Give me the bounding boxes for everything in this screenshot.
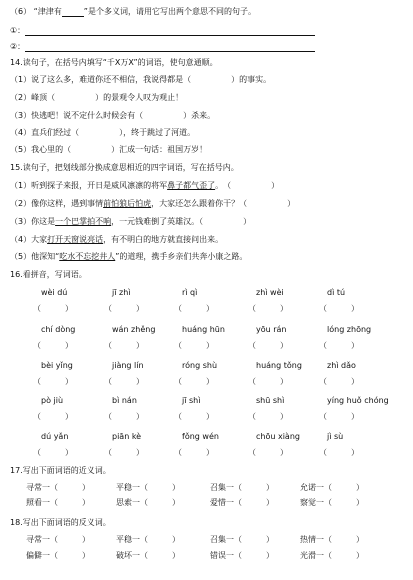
q16-answer-blank[interactable]: （ ） [104,377,144,386]
q16-answer-blank[interactable]: （ ） [104,304,144,313]
q15-item-4-pre: （4）大家 [10,235,48,244]
q16-pinyin: wán zhěng [112,325,156,334]
q6-answer-line-2[interactable] [25,42,315,52]
q14-item-1: （1）说了这么多，难道你还不相信，我说得都是（ ）的事实。 [10,75,272,84]
q16-title: 16.看拼音，写词语。 [10,270,87,279]
q15-item-2-pre: （2）像你这样，遇到事情 [10,199,104,208]
q18-word-item[interactable]: 平稳一（ ） [116,535,180,544]
q14-title: 14.读句子，在括号内填写“千X万X”的词语，使句意通顺。 [10,58,218,67]
q17-word-item[interactable]: 爱惜一（ ） [210,498,274,507]
q6-prompt [10,7,256,17]
q6-blank1-label: ①： [10,26,26,35]
q16-answer-blank[interactable]: （ ） [33,304,73,313]
q16-pinyin: lóng zhōng [327,325,372,334]
q17-word-item[interactable]: 平稳一（ ） [116,483,180,492]
q16-pinyin: shū shì [256,396,285,405]
q16-pinyin: zhì dǎo [327,361,356,370]
q16-pinyin: dú yǎn [41,432,69,441]
q14-item-5: （5）我心里的（ ）汇成一句话：祖国万岁！ [10,145,208,154]
q16-pinyin: huáng hūn [182,325,225,334]
q16-pinyin: zhì wèi [256,288,284,297]
q16-answer-blank[interactable]: （ ） [174,448,214,457]
q15-item-2-underlined: 前怕狼后怕虎 [103,199,152,208]
q16-answer-blank[interactable]: （ ） [33,412,73,421]
q15-item-3-pre: （3）你这是 [10,217,56,226]
q17-word-item[interactable]: 允诺一（ ） [300,483,364,492]
q15-item-4-underlined: 打开天窗说亮话 [47,235,104,244]
q18-word-item[interactable]: 偏僻一（ ） [26,551,90,560]
q17-word-item[interactable]: 照看一（ ） [26,498,90,507]
q16-pinyin: bì nán [112,396,137,405]
q15-item-4-post: ，有不明白的地方就直接问出来。 [103,235,224,244]
q16-answer-blank[interactable]: （ ） [104,341,144,350]
q15-title: 15.读句子，把划线部分换成意思相近的四字词语，写在括号内。 [10,163,239,172]
q15-item-5-pre: （5）他深知“ [10,252,60,261]
q16-pinyin: fǒng wén [182,432,219,441]
q16-answer-blank[interactable]: （ ） [33,341,73,350]
q16-answer-blank[interactable]: （ ） [174,412,214,421]
q15-item-4 [10,235,223,245]
q14-item-4: （4）直兵们经过（ ），终于跳过了河道。 [10,128,196,137]
q18-word-item[interactable]: 热情一（ ） [300,535,364,544]
q15-item-2 [10,199,295,209]
q17-word-item[interactable]: 察觉一（ ） [300,498,364,507]
q18-word-item[interactable]: 破坏一（ ） [116,551,180,560]
q15-item-1-post: 。 （ ） [215,181,280,190]
q16-answer-blank[interactable]: （ ） [33,377,73,386]
q16-answer-blank[interactable]: （ ） [174,304,214,313]
q16-pinyin: rì qì [182,288,198,297]
q16-pinyin: chí dòng [41,325,76,334]
q6-text-a: “津津有 [33,7,62,16]
q16-answer-blank[interactable]: （ ） [174,377,214,386]
q17-word-item[interactable]: 思索一（ ） [116,498,180,507]
q16-pinyin: jī zhì [112,288,131,297]
q16-answer-blank[interactable]: （ ） [33,448,73,457]
q6-number: （6） [10,7,32,16]
q15-item-3-underlined: 一个巴掌拍不响 [55,217,112,226]
q15-item-1 [10,181,279,191]
q16-pinyin: chōu xiàng [256,432,300,441]
q16-pinyin: piān kè [112,432,142,441]
q16-answer-blank[interactable]: （ ） [319,341,359,350]
q16-pinyin: bèi yǐng [41,361,73,370]
q16-pinyin: jiàng lín [112,361,144,370]
q15-item-3-post: ，一元钱难倒了英雄汉。（ ） [111,217,252,226]
q16-answer-blank[interactable]: （ ） [174,341,214,350]
q16-answer-blank[interactable]: （ ） [248,304,288,313]
q6-inline-blank[interactable] [62,7,84,17]
q16-pinyin: wèi dú [41,288,68,297]
q15-item-2-post: ，大家还怎么跟着你干？（ ） [151,199,296,208]
q16-answer-blank[interactable]: （ ） [319,377,359,386]
q6-line-2 [10,42,315,52]
q16-answer-blank[interactable]: （ ） [319,412,359,421]
q15-item-1-underlined: 鼻子都气歪了 [167,181,216,190]
q16-pinyin: pò jiù [41,396,64,405]
q16-answer-blank[interactable]: （ ） [248,448,288,457]
q16-answer-blank[interactable]: （ ） [319,304,359,313]
q16-pinyin: jī shì [182,396,201,405]
q6-blank2-label: ②： [10,42,26,51]
q16-answer-blank[interactable]: （ ） [104,448,144,457]
q18-word-item[interactable]: 召集一（ ） [210,535,274,544]
q16-pinyin: huáng tǒng [256,361,302,370]
q16-answer-blank[interactable]: （ ） [248,341,288,350]
q14-item-3: （3）快逃吧！说不定什么时候会有（ ）杀来。 [10,111,216,120]
q16-pinyin: jì sù [327,432,344,441]
q17-word-item[interactable]: 召集一（ ） [210,483,274,492]
q16-pinyin: dì tú [327,288,346,297]
q17-title: 17.写出下面词语的近义词。 [10,466,111,475]
q16-answer-blank[interactable]: （ ） [104,412,144,421]
q16-answer-blank[interactable]: （ ） [319,448,359,457]
q16-answer-blank[interactable]: （ ） [248,412,288,421]
q18-title: 18.写出下面词语的反义词。 [10,518,111,527]
q16-pinyin: róng shù [182,361,218,370]
q18-word-item[interactable]: 光滑一（ ） [300,551,364,560]
q14-item-2: （2）峰顶（ ）的景观令人叹为观止！ [10,93,184,102]
q17-word-item[interactable]: 寻常一（ ） [26,483,90,492]
q16-pinyin: yōu rán [256,325,287,334]
q6-answer-line-1[interactable] [25,26,315,36]
q15-item-5-underlined: 吃水不忘挖井人 [59,252,116,261]
q15-item-1-pre: （1）听到探子来报，开日是威风凛凛的将军 [10,181,168,190]
q18-word-item[interactable]: 错误一（ ） [210,551,274,560]
q16-pinyin: yíng huǒ chóng [327,396,389,405]
q6-text-b: ”是个多义词，请用它写出两个意思不同的句子。 [83,7,256,16]
q6-line-1 [10,26,315,36]
q18-word-item[interactable]: 寻常一（ ） [26,535,90,544]
q15-item-5-post: ”的道理，携手乡亲们共奔小康之路。 [115,252,248,261]
q15-item-3 [10,217,251,227]
q15-item-5 [10,252,247,262]
q16-answer-blank[interactable]: （ ） [248,377,288,386]
